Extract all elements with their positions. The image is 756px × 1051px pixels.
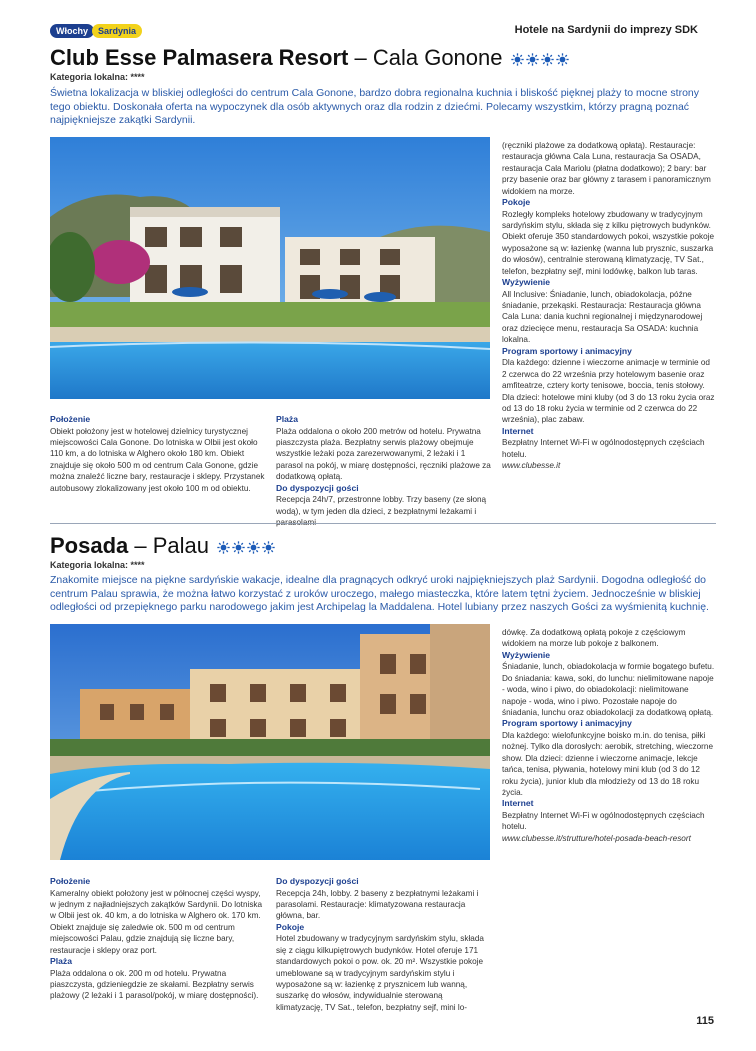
hotel2-heading-plaza: Plaża xyxy=(50,956,72,967)
hotel1-location: – Cala Gonone xyxy=(354,45,503,70)
sun-rating-icon xyxy=(541,53,554,66)
hotel2-text-wyzywienie: Śniadanie, lunch, obiadokolacja w formie bogatego bufetu. Do śniadania: kawa, soki, do lunchu: nielimitowane napoje - woda, wino i piwo, do obiadokolacji: nielimitowane napoje - woda, wino i piwo. Pozostałe napoje do śniadania, lunchu oraz obiadokolacji za dodatkową opłatą. xyxy=(502,662,715,718)
hotel1-category: Kategoria lokalna: **** xyxy=(50,72,145,82)
hotel2-heading-polozenie: Położenie xyxy=(50,876,91,886)
hotel1-column-2 xyxy=(276,414,491,528)
hotel2-text-program: Dla każdego: wielofunkcyjne boisko m.in. do tenisa, piłki nożnej. Tylko dla dorosłych: aerobik, stretching, wieczorne show. Dla dzieci: dzienne i wieczorne animacje, lekcje tańca, tenisa, pływania, hotelowy mini klub (od 3 do 12 roku życia), junior klub dla młodzieży od 13 do 18 roku życia. xyxy=(502,731,714,798)
hotel1-text-pokoje: Rozległy kompleks hotelowy zbudowany w tradycyjnym sardyńskim stylu, składa się z kilku piętrowych budynków. Obiekt oferuje 350 standardowych pokoi, wszystkie pokoje wyposażone są w: łazienkę (wanna lub prysznic, suszarka do włosów), centralnie sterowaną klimatyzację, TV Sat., telefon, bezpłatny sejf, mini lodówkę, balkon lub taras. xyxy=(502,209,715,276)
hotel2-title xyxy=(50,533,275,559)
hotel1-name: Club Esse Palmasera Resort xyxy=(50,45,349,70)
hotel2-heading-program: Program sportowy i animacyjny xyxy=(502,718,632,729)
section-divider xyxy=(50,523,716,524)
hotel2-text-polozenie: Kameralny obiekt położony jest w północnej części wyspy, w jednym z najładniejszych zakątków Sardynii. Do lotniska w Olbii jest ok. 40 km, a do lotniska w Alghero ok. 170 km. Obiekt znajduje się zaledwie ok. 500 m od centrum miejscowości Palau, gdzie znajdują się liczne bary, restauracje i sklepy oraz port. xyxy=(50,888,263,955)
sun-rating-icon xyxy=(217,541,230,554)
sun-rating-icon xyxy=(511,53,524,66)
hotel1-text-restauracje: (ręczniki plażowe za dodatkową opłatą). Restauracje: restauracja główna Cala Luna, restauracja Sa OSADA, restauracja Cala Mariolu (płatna dodatkowo); 2 bary: bar przy basenie oraz bar główny z tarasem i panoramicznym widokiem na morze. xyxy=(502,141,711,196)
hotel2-column-2 xyxy=(276,876,491,1013)
sun-rating-icon xyxy=(556,53,569,66)
hotel2-intro: Znakomite miejsce na piękne sardyńskie wakacje, idealne dla pragnących odkryć uroki najpiękniejszych plaż Sardynii. Dogodna odległość do centrum Palau sprawia, że można łatwo korzystać z uroków uroczego, małego miasteczka, które latem tętni życiem. Jednocześnie w bliskiej odległości od przepięknego parku narodowego jakim jest Archipelag la Maddalena. Hotel lubiany przez naszych Gości za wyśmienitą kuchnię. xyxy=(50,574,709,614)
hotel2-text-dyspozycja: Recepcja 24h, lobby. 2 baseny z bezpłatnymi leżakami i parasolami. Restauracje: klimatyzowana restauracja główna, bar. xyxy=(276,888,479,921)
hotel1-heading-polozenie: Położenie xyxy=(50,414,91,424)
hotel2-heading-internet: Internet xyxy=(502,798,534,809)
hotel1-column-1 xyxy=(50,414,265,494)
hotel2-rating xyxy=(215,533,275,558)
catalog-section-title: Hotele na Sardynii do imprezy SDK xyxy=(514,24,698,36)
hotel1-column-3 xyxy=(502,140,715,472)
hotel1-heading-dyspozycja: Do dyspozycji gości xyxy=(276,482,359,493)
hotel2-heading-pokoje: Pokoje xyxy=(276,921,305,932)
hotel2-text-pokoje: Hotel zbudowany w tradycyjnym sardyńskim stylu, składa się z ciągu kilkupiętrowych budynków. Hotel oferuje 171 standardowych pokoi o pow. ok. 20 m². Wszystkie pokoje umeblowane są w tradycyjnym sardyńskim stylu i wyposażone są w: łazienkę z prysznicem lub wanną, suszarkę do włosów, indywidualnie sterowaną klimatyzację, TV Sat., telefon, bezpłatny sejf, mini lo- xyxy=(276,934,484,1012)
hotel2-photo xyxy=(50,624,490,860)
page-number: 115 xyxy=(696,1015,714,1027)
sun-rating-icon xyxy=(526,53,539,66)
hotel1-text-internet: Bezpłatny Internet Wi-Fi w ogólnodostępnych częściach hotelu. xyxy=(502,438,705,459)
hotel2-name: Posada xyxy=(50,533,129,558)
hotel1-heading-internet: Internet xyxy=(502,425,534,436)
hotel1-heading-pokoje: Pokoje xyxy=(502,197,531,208)
hotel1-intro: Świetna lokalizacja w bliskiej odległości do centrum Cala Gonone, bardzo dobra regionalna kuchnia i bliskość pięknej plaży to mocne strony tego obiektu. Doskonała oferta na wypoczynek dla osób aktywnych oraz dla rodzin z dziećmi. Polecamy wszystkim, którzy pragną poznać najpiękniejsze zakątki Sardynii. xyxy=(50,87,700,127)
region-tag: Sardynia xyxy=(92,24,142,38)
hotel2-column-1 xyxy=(50,876,265,1002)
hotel1-text-dyspozycja: Recepcja 24h/7, przestronne lobby. Trzy baseny (ze słoną wodą), w tym jeden dla dzieci, z bezpłatnymi leżakami i xyxy=(276,495,487,516)
hotel1-heading-wyzywienie: Wyżywienie xyxy=(502,277,551,288)
hotel1-text-plaza: Plaża oddalona o około 200 metrów od hotelu. Prywatna piaszczysta plaża. Bezpłatny serwis plażowy obejmuje wszystkie leżaki poza zarezerwowanymi, 2 leżaki i 1 parasol na pokój, w miarę dostępności, ręczniki plażowe za dodatkową opłatą. xyxy=(276,426,491,482)
hotel1-title xyxy=(50,45,569,71)
hotel1-heading-program: Program sportowy i animacyjny xyxy=(502,345,632,356)
hotel2-website-link[interactable]: www.clubesse.it/strutture/hotel-posada-beach-resort xyxy=(502,833,691,843)
hotel2-column-3 xyxy=(502,627,715,844)
hotel1-heading-plaza: Plaża xyxy=(276,414,298,424)
hotel2-text-plaza: Plaża oddalona o ok. 200 m od hotelu. Prywatna piaszczysta, gdzieniegdzie ze skałami. Bezpłatny serwis plażowy (2 leżaki i 1 parasol/pokój, w miarę dostępności). xyxy=(50,968,259,1001)
hotel1-text-wyzywienie: All Inclusive: Śniadanie, lunch, obiadokolacja, późne śniadanie, przekąski. Restauracja: Restauracja główna Cala Luna: dania kuchni regionalnej i międzynarodowej oraz dziecięce menu, restauracja Sa OSADA: kuchnia lokalna. xyxy=(502,289,703,345)
hotel1-rating xyxy=(509,45,569,70)
sun-rating-icon xyxy=(262,541,275,554)
hotel1-photo xyxy=(50,137,490,399)
sun-rating-icon xyxy=(232,541,245,554)
hotel2-heading-dyspozycja: Do dyspozycji gości xyxy=(276,876,359,886)
hotel2-heading-wyzywienie: Wyżywienie xyxy=(502,649,551,660)
country-tag: Włochy xyxy=(50,24,94,38)
hotel2-text-internet: Bezpłatny Internet Wi-Fi w ogólnodostępnych częściach hotelu. xyxy=(502,811,705,832)
hotel2-text-pokoje-cont: dówkę. Za dodatkową opłatą pokoje z częściowym widokiem na morze lub pokoje z balkonem. xyxy=(502,628,686,649)
hotel1-website-link[interactable]: www.clubesse.it xyxy=(502,461,561,471)
hotel1-text-polozenie: Obiekt położony jest w hotelowej dzielnicy turystycznej miejscowości Cala Gonone. Do lotniska w Olbii jest około 110 km, a do lotniska w Alghero około 180 km. Obiekt znajduje się około 500 m od centrum Cala Gonone, gdzie można znaleźć liczne bary, restauracje i sklepy. Przystanek autobusowy zlokalizowany jest około 100 m od obiektu. xyxy=(50,426,265,493)
hotel2-location: – Palau xyxy=(134,533,210,558)
sun-rating-icon xyxy=(247,541,260,554)
hotel1-text-program: Dla każdego: dzienne i wieczorne animacje w terminie od 2 czerwca do 22 września przy hotelowym basenie oraz amfiteatrze, cztery korty tenisowe, boccia, tenis stołowy. Dla dzieci: hotelowe mini kluby (od 3 do 13 roku życia oraz od 13 do 18 roku życia w terminie od 2 czerwca do 22 września), plac zabaw. xyxy=(502,358,715,425)
hotel2-category: Kategoria lokalna: **** xyxy=(50,560,145,570)
